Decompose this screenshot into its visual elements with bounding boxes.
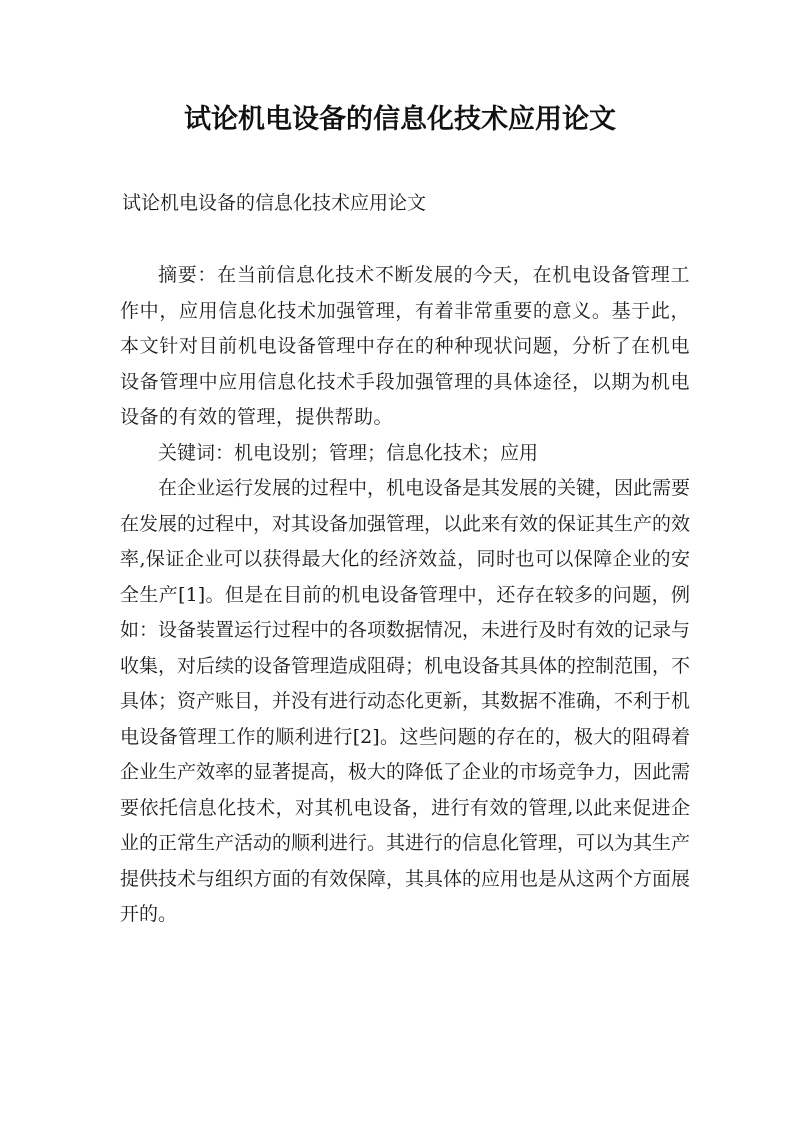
keywords-line: 关键词：机电设别；管理；信息化技术；应用 xyxy=(158,441,539,464)
abstract-paragraph: 摘要：在当前信息化技术不断发展的今天，在机电设备管理工作中，应用信息化技术加强管理，有着非常重要的意义。基于此，本文针对目前机电设备管理中存在的种种现状问题，分析了在机电设备管理中应用信息化技术手段加强管理的具体途径，以期为机电设备的有效的管理，提供帮助。 xyxy=(120,264,690,428)
body-paragraph: 在企业运行发展的过程中，机电设备是其发展的关键，因此需要在发展的过程中，对其设备加强管理，以此来有效的保证其生产的效率,保证企业可以获得最大化的经济效益，同时也可以保障企业的安全生产[1]。但是在目前的机电设备管理中，还存在较多的问题，例如：设备装置运行过程中的各项数据情况，未进行及时有效的记录与收集，对后续的设备管理造成阻碍；机电设备其具体的控制范围，不具体；资产账目，并没有进行动态化更新，其数据不准确，不利于机电设备管理工作的顺利进行[2]。这些问题的存在的，极大的阻碍着企业生产效率的显著提高，极大的降低了企业的市场竞争力，因此需要依托信息化技术，对其机电设备，进行有效的管理,以此来促进企业的正常生产活动的顺利进行。其进行的信息化管理，可以为其生产提供技术与组织方面的有效保障，其具体的应用也是从这两个方面展开的。 xyxy=(120,477,691,925)
document-subtitle: 试论机电设备的信息化技术应用论文 xyxy=(122,192,427,214)
document-title: 试论机电设备的信息化技术应用论文 xyxy=(184,104,616,135)
document-body xyxy=(120,258,690,933)
